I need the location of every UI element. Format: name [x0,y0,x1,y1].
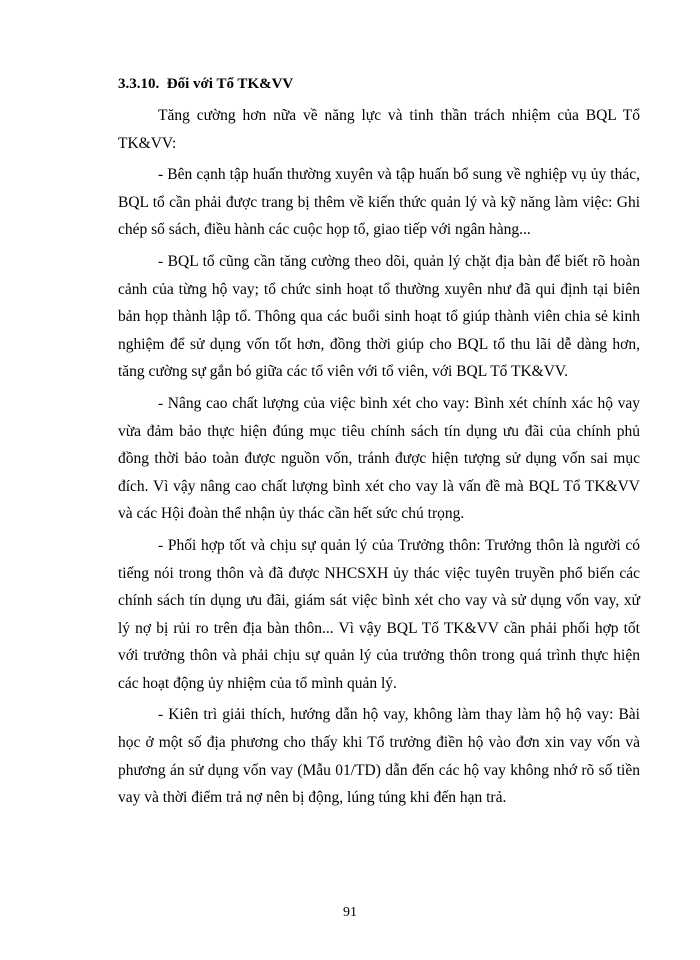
paragraph-evaluation: - Nâng cao chất lượng của việc bình xét cho vay: Bình xét chính xác hộ vay vừa đảm bảo thực hiện đúng mục tiêu chính sách tín dụng ưu đãi của chính phủ đồng thời bảo toàn được nguồn vốn, tránh được hiện tượng sử dụng vốn sai mục đích. Vì vậy nâng cao chất lượng bình xét cho vay là vấn đề mà BQL Tổ TK&VV và các Hội đoàn thể nhận ủy thác cần hết sức chú trọng. [118,394,640,523]
document-page [118,74,640,816]
paragraph-training: - Bên cạnh tập huấn thường xuyên và tập huấn bổ sung về nghiệp vụ ủy thác, BQL tổ cần phải được trang bị thêm về kiến thức quản lý và kỹ năng làm việc: Ghi chép sổ sách, điều hành các cuộc họp tổ, giao tiếp với ngân hàng... [118,166,640,239]
paragraph-intro: Tăng cường hơn nữa về năng lực và tinh thần trách nhiệm của BQL Tổ TK&VV: [118,107,640,152]
section-number: 3.3.10. [118,76,160,92]
paragraph-monitoring: - BQL tổ cũng cần tăng cường theo dõi, quản lý chặt địa bàn để biết rõ hoàn cảnh của từng hộ vay; tổ chức sinh hoạt tổ thường xuyên như đã qui định tại biên bản họp thành lập tổ. Thông qua các buổi sinh hoạt tổ giúp thành viên chia sẻ kinh nghiệm để sử dụng vốn tốt hơn, đồng thời giúp cho BQL tổ thu lãi dễ dàng hơn, tăng cường sự gắn bó giữa các tổ viên với tổ viên, với BQL Tổ TK&VV. [118,252,640,381]
paragraph-guidance: - Kiên trì giải thích, hướng dẫn hộ vay, không làm thay làm hộ hộ vay: Bài học ở một số địa phương cho thấy khi Tổ trưởng điền hộ vào đơn xin vay vốn và phương án sử dụng vốn vay (Mẫu 01/TD) dẫn đến các hộ vay không nhớ rõ số tiền vay và thời điểm trả nợ nên bị động, lúng túng khi đến hạn trả. [118,706,640,807]
section-heading [118,74,640,94]
paragraph-village-head: - Phối hợp tốt và chịu sự quản lý của Trưởng thôn: Trưởng thôn là người có tiếng nói trong thôn và đã được NHCSXH ủy thác việc tuyên truyền phổ biến các chính sách tín dụng ưu đãi, giám sát việc bình xét cho vay và sử dụng vốn vay, xử lý nợ bị rủi ro trên địa bàn thôn... Vì vậy BQL Tổ TK&VV cần phải phối hợp tốt với trưởng thôn và phải chịu sự quản lý của trưởng thôn trong quá trình thực hiện các hoạt động ủy nhiệm của tổ mình quản lý. [118,536,640,692]
page-number: 91 [343,905,357,920]
section-title: Đối với Tổ TK&VV [166,76,294,92]
